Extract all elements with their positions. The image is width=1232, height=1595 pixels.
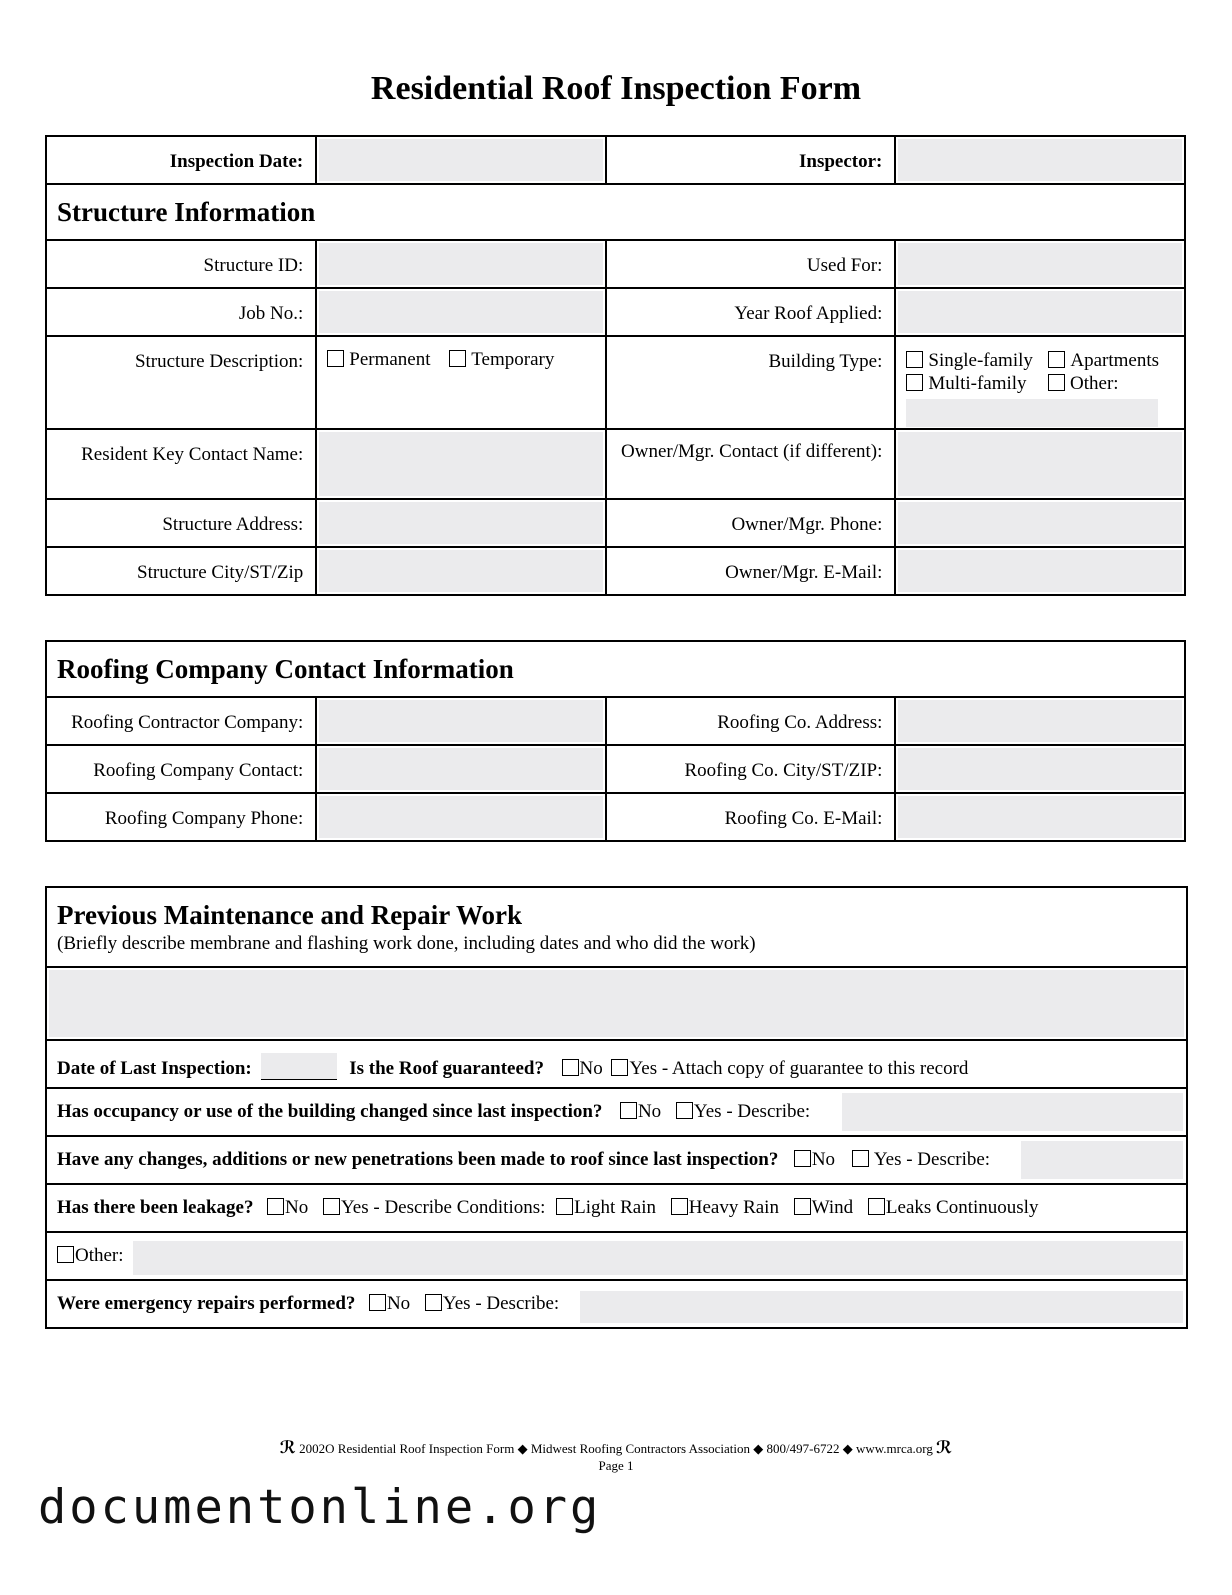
owner-contact-field[interactable] — [895, 429, 1185, 499]
light-rain-label: Light Rain — [574, 1197, 656, 1218]
changes-yes-label: Yes - Describe: — [873, 1149, 991, 1170]
occupancy-no-label: No — [637, 1101, 662, 1122]
apartments-checkbox[interactable] — [1048, 351, 1065, 368]
co-email-label: Roofing Co. E-Mail: — [606, 793, 896, 841]
used-for-label: Used For: — [606, 240, 896, 288]
other-leak-field[interactable] — [133, 1241, 1183, 1275]
structure-table — [45, 135, 1186, 596]
roofing-table — [45, 640, 1186, 842]
structure-address-label: Structure Address: — [46, 499, 316, 547]
structure-id-field[interactable] — [316, 240, 606, 288]
wind-checkbox[interactable] — [794, 1198, 811, 1215]
leakage-label: Has there been leakage? — [57, 1197, 254, 1218]
last-inspection-label: Date of Last Inspection: — [57, 1058, 252, 1079]
emergency-yes-checkbox[interactable] — [425, 1294, 442, 1311]
emergency-describe-field[interactable] — [580, 1291, 1183, 1323]
mrca-logo-icon: ℛ — [936, 1438, 953, 1458]
structure-city-label: Structure City/ST/Zip — [46, 547, 316, 595]
co-address-field[interactable] — [895, 697, 1185, 745]
temporary-checkbox[interactable] — [449, 350, 466, 367]
contractor-field[interactable] — [316, 697, 606, 745]
leakage-no-label: No — [285, 1197, 309, 1218]
inspector-label: Inspector: — [606, 136, 896, 184]
changes-row — [46, 1136, 1187, 1184]
other-building-label: Other: — [1070, 373, 1119, 394]
other-leak-label: Other: — [75, 1245, 124, 1266]
inspection-date-field[interactable] — [316, 136, 606, 184]
occupancy-yes-label: Yes - Describe: — [693, 1101, 811, 1122]
changes-no-checkbox[interactable] — [794, 1150, 811, 1167]
other-leak-checkbox[interactable] — [57, 1246, 74, 1263]
permanent-checkbox[interactable] — [327, 350, 344, 367]
owner-contact-label: Owner/Mgr. Contact (if different): — [606, 429, 896, 499]
occupancy-no-checkbox[interactable] — [620, 1102, 637, 1119]
company-contact-label: Roofing Company Contact: — [46, 745, 316, 793]
emergency-row — [46, 1280, 1187, 1328]
single-family-checkbox[interactable] — [906, 351, 923, 368]
inspector-field[interactable] — [895, 136, 1185, 184]
guaranteed-yes-checkbox[interactable] — [611, 1059, 628, 1076]
roofing-section-header — [46, 641, 1185, 697]
owner-phone-label: Owner/Mgr. Phone: — [606, 499, 896, 547]
wind-label: Wind — [811, 1197, 854, 1218]
guaranteed-label: Is the Roof guaranteed? — [349, 1058, 544, 1079]
last-inspection-row — [46, 1040, 1187, 1088]
structure-section-header — [46, 184, 1185, 240]
other-building-field[interactable] — [906, 399, 1158, 427]
occupancy-yes-checkbox[interactable] — [676, 1102, 693, 1119]
contractor-label: Roofing Contractor Company: — [46, 697, 316, 745]
occupancy-describe-field[interactable] — [842, 1093, 1183, 1131]
emergency-no-checkbox[interactable] — [369, 1294, 386, 1311]
company-phone-field[interactable] — [316, 793, 606, 841]
leaks-continuously-label: Leaks Continuously — [885, 1197, 1039, 1218]
building-type-options — [895, 336, 1185, 429]
co-city-label: Roofing Co. City/ST/ZIP: — [606, 745, 896, 793]
maintenance-section-subtitle: (Briefly describe membrane and flashing work done, including dates and who did the work) — [57, 933, 756, 954]
occupancy-label: Has occupancy or use of the building changed since last inspection? — [57, 1101, 603, 1122]
year-roof-field[interactable] — [895, 288, 1185, 336]
structure-description-options — [316, 336, 606, 429]
other-leak-row — [46, 1232, 1187, 1280]
emergency-no-label: No — [386, 1293, 411, 1314]
changes-label: Have any changes, additions or new penetrations been made to roof since last inspection? — [57, 1149, 779, 1170]
last-inspection-field[interactable] — [261, 1053, 337, 1080]
job-no-field[interactable] — [316, 288, 606, 336]
page-footer — [0, 1440, 1232, 1474]
company-phone-label: Roofing Company Phone: — [46, 793, 316, 841]
company-contact-field[interactable] — [316, 745, 606, 793]
leakage-yes-label: Yes - Describe Conditions: — [340, 1197, 546, 1218]
heavy-rain-label: Heavy Rain — [688, 1197, 779, 1218]
multi-family-checkbox[interactable] — [906, 374, 923, 391]
resident-contact-field[interactable] — [316, 429, 606, 499]
co-city-field[interactable] — [895, 745, 1185, 793]
guaranteed-no-label: No — [579, 1058, 603, 1079]
maintenance-section-header — [46, 887, 1187, 967]
co-email-field[interactable] — [895, 793, 1185, 841]
resident-contact-label: Resident Key Contact Name: — [46, 429, 316, 499]
guaranteed-yes-label: Yes - Attach copy of guarantee to this record — [629, 1058, 969, 1079]
used-for-field[interactable] — [895, 240, 1185, 288]
owner-email-field[interactable] — [895, 547, 1185, 595]
page-number: Page 1 — [598, 1458, 634, 1473]
building-type-label: Building Type: — [606, 336, 896, 429]
structure-section-title: Structure Information — [57, 197, 316, 227]
co-address-label: Roofing Co. Address: — [606, 697, 896, 745]
roofing-section-title: Roofing Company Contact Information — [57, 654, 514, 684]
structure-description-label: Structure Description: — [46, 336, 316, 429]
apartments-label: Apartments — [1070, 350, 1160, 371]
maintenance-description-field[interactable] — [46, 967, 1187, 1040]
watermark: documentonline.org — [38, 1480, 602, 1535]
guaranteed-no-checkbox[interactable] — [562, 1059, 579, 1076]
maintenance-section-title: Previous Maintenance and Repair Work — [57, 900, 523, 930]
emergency-label: Were emergency repairs performed? — [57, 1293, 356, 1314]
temporary-label: Temporary — [471, 349, 555, 370]
job-no-label: Job No.: — [46, 288, 316, 336]
changes-yes-checkbox[interactable] — [852, 1150, 869, 1167]
leakage-yes-checkbox[interactable] — [323, 1198, 340, 1215]
structure-id-label: Structure ID: — [46, 240, 316, 288]
changes-describe-field[interactable] — [1021, 1141, 1183, 1179]
owner-phone-field[interactable] — [895, 499, 1185, 547]
year-roof-label: Year Roof Applied: — [606, 288, 896, 336]
other-building-checkbox[interactable] — [1048, 374, 1065, 391]
heavy-rain-checkbox[interactable] — [671, 1198, 688, 1215]
leakage-row — [46, 1184, 1187, 1232]
changes-no-label: No — [811, 1149, 836, 1170]
occupancy-row — [46, 1088, 1187, 1136]
leaks-continuously-checkbox[interactable] — [868, 1198, 885, 1215]
structure-city-field[interactable] — [316, 547, 606, 595]
structure-address-field[interactable] — [316, 499, 606, 547]
footer-text: 2002O Residential Roof Inspection Form ◆ Midwest Roofing Contractors Association ◆ 800/497-6722 ◆ www.mrca.org — [299, 1441, 933, 1456]
maintenance-table — [45, 886, 1188, 1329]
light-rain-checkbox[interactable] — [556, 1198, 573, 1215]
page-title: Residential Roof Inspection Form — [370, 70, 862, 107]
single-family-label: Single-family — [928, 350, 1033, 371]
leakage-no-checkbox[interactable] — [267, 1198, 284, 1215]
mrca-logo-icon: ℛ — [279, 1438, 296, 1458]
multi-family-label: Multi-family — [928, 373, 1027, 394]
inspection-date-label: Inspection Date: — [46, 136, 316, 184]
emergency-yes-label: Yes - Describe: — [442, 1293, 560, 1314]
owner-email-label: Owner/Mgr. E-Mail: — [606, 547, 896, 595]
permanent-label: Permanent — [349, 349, 431, 370]
